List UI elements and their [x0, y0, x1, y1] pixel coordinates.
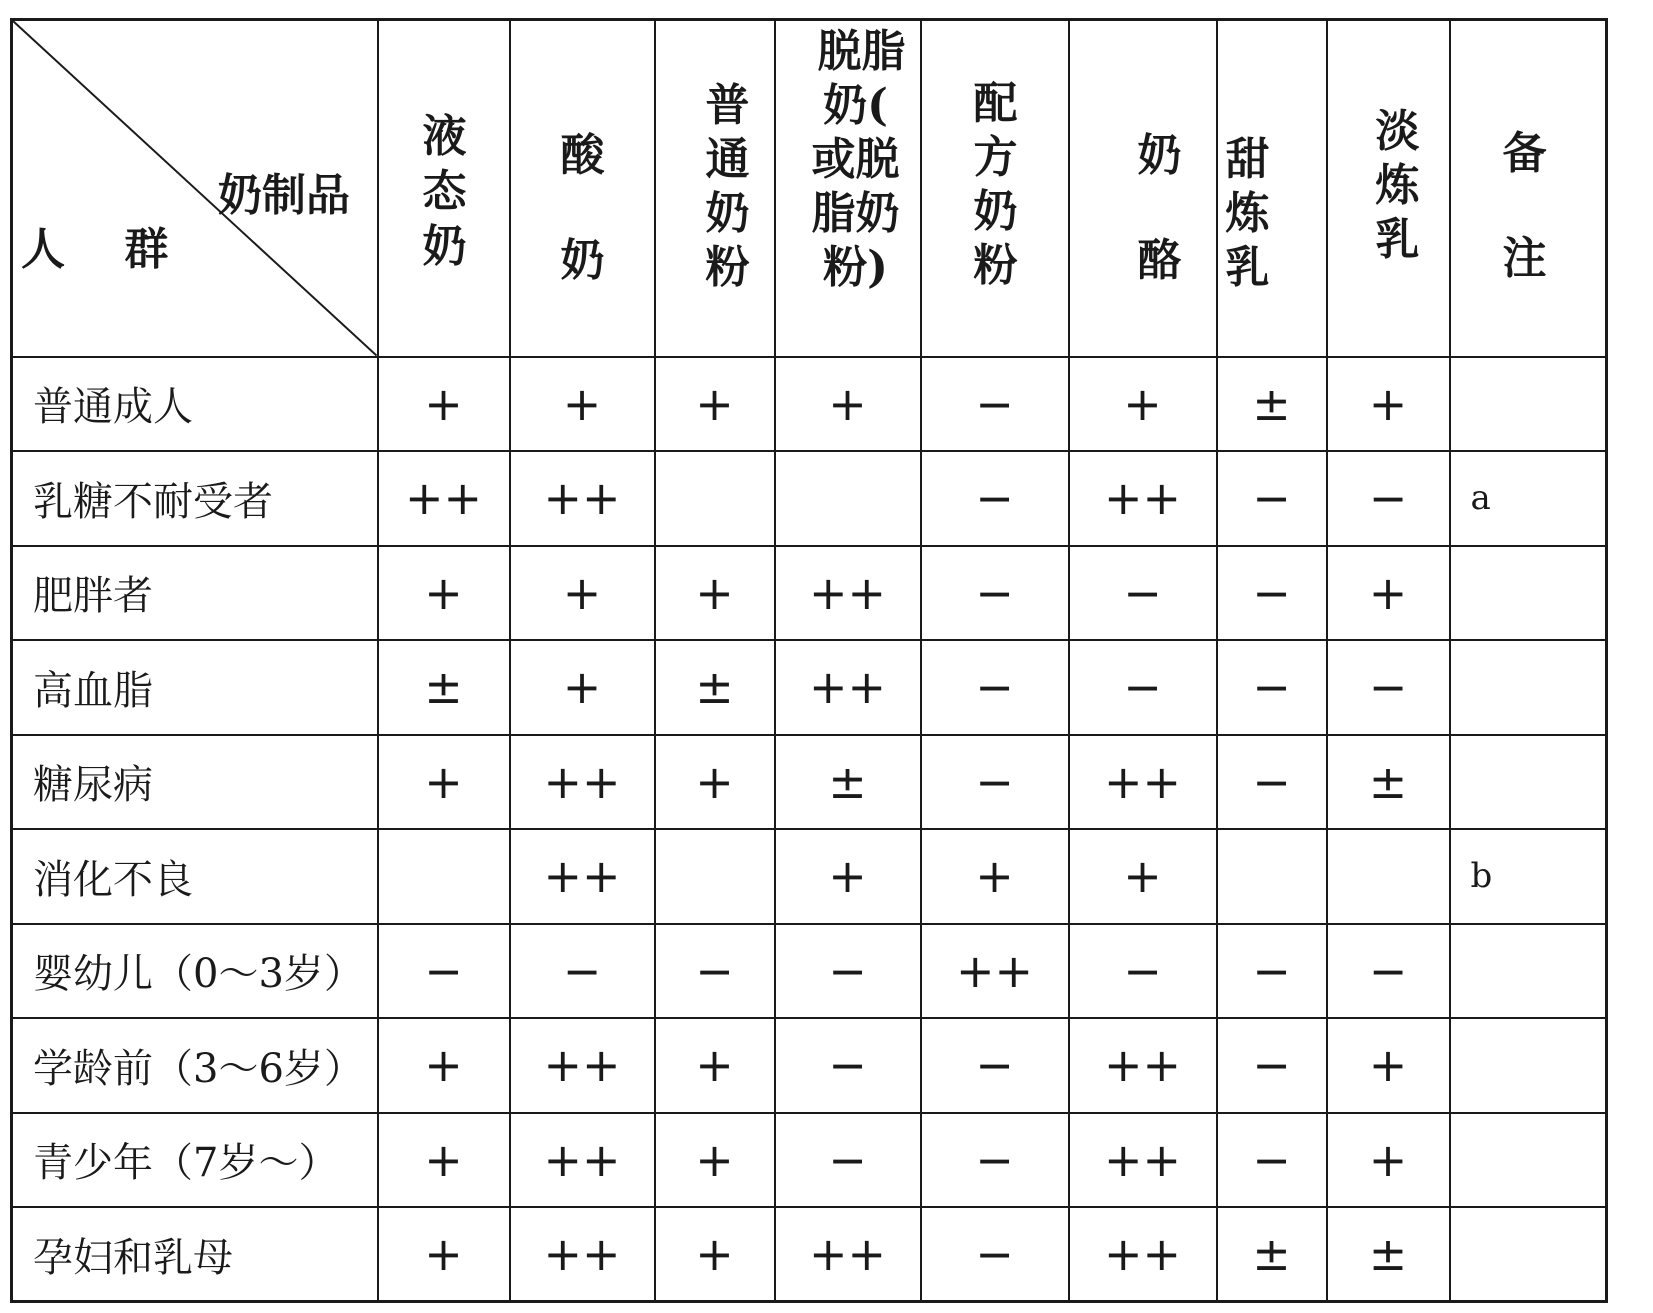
rating-cell-yogurt: + — [510, 357, 655, 452]
rating-cell-sweetened-condensed: − — [1217, 1113, 1327, 1208]
rating-cell-evaporated-milk: + — [1327, 546, 1450, 641]
table-row — [12, 640, 1607, 735]
rating-cell-cheese: ++ — [1069, 1207, 1217, 1302]
table-row — [12, 546, 1607, 641]
remark-cell — [1450, 735, 1607, 830]
rating-cell-evaporated-milk: + — [1327, 1018, 1450, 1113]
rating-cell-formula-powder: − — [921, 735, 1069, 830]
remark-cell — [1450, 1113, 1607, 1208]
rating-cell-cheese: − — [1069, 546, 1217, 641]
population-group-cell: 青少年（7岁～） — [12, 1113, 378, 1208]
rating-cell-milk-powder: + — [655, 546, 775, 641]
population-group-cell: 糖尿病 — [12, 735, 378, 830]
table-row — [12, 1113, 1607, 1208]
rating-cell-evaporated-milk: + — [1327, 357, 1450, 452]
rating-cell-cheese: + — [1069, 829, 1217, 924]
table-body — [12, 357, 1607, 1302]
remark-cell: a — [1450, 451, 1607, 546]
rating-cell-yogurt: ++ — [510, 451, 655, 546]
remark-cell — [1450, 640, 1607, 735]
rating-cell-sweetened-condensed: − — [1217, 735, 1327, 830]
rating-cell-milk-powder — [655, 829, 775, 924]
table-row — [12, 735, 1607, 830]
rating-cell-evaporated-milk: ± — [1327, 735, 1450, 830]
rating-cell-skim-milk-powder: − — [775, 1113, 921, 1208]
remark-cell — [1450, 546, 1607, 641]
corner-column-label: 奶制品 — [218, 170, 350, 221]
table-row — [12, 924, 1607, 1019]
rating-cell-skim-milk-powder: − — [775, 924, 921, 1019]
population-group-cell: 消化不良 — [12, 829, 378, 924]
remark-cell — [1450, 924, 1607, 1019]
rating-cell-skim-milk-powder — [775, 451, 921, 546]
header-milk-powder-label: 普 通 奶 粉 — [705, 80, 750, 293]
rating-cell-liquid-milk — [378, 829, 510, 924]
rating-cell-milk-powder — [655, 451, 775, 546]
rating-cell-evaporated-milk — [1327, 829, 1450, 924]
rating-cell-liquid-milk: + — [378, 1207, 510, 1302]
rating-cell-skim-milk-powder: + — [775, 357, 921, 452]
rating-cell-milk-powder: + — [655, 1018, 775, 1113]
rating-cell-milk-powder: + — [655, 357, 775, 452]
rating-cell-sweetened-condensed — [1217, 829, 1327, 924]
population-group-cell: 肥胖者 — [12, 546, 378, 641]
population-group-cell: 孕妇和乳母 — [12, 1207, 378, 1302]
corner-header-cell — [12, 20, 378, 357]
rating-cell-yogurt: + — [510, 640, 655, 735]
rating-cell-skim-milk-powder: ± — [775, 735, 921, 830]
rating-cell-cheese: ++ — [1069, 1113, 1217, 1208]
rating-cell-formula-powder: − — [921, 1113, 1069, 1208]
rating-cell-skim-milk-powder: − — [775, 1018, 921, 1113]
rating-cell-yogurt: ++ — [510, 1207, 655, 1302]
rating-cell-cheese: ++ — [1069, 451, 1217, 546]
header-evaporated-milk — [1327, 20, 1450, 357]
rating-cell-milk-powder: + — [655, 735, 775, 830]
table-row — [12, 451, 1607, 546]
remark-cell: b — [1450, 829, 1607, 924]
dairy-recommendation-table — [10, 18, 1608, 1303]
rating-cell-milk-powder: + — [655, 1207, 775, 1302]
rating-cell-skim-milk-powder: ++ — [775, 546, 921, 641]
population-group-cell: 学龄前（3～6岁） — [12, 1018, 378, 1113]
rating-cell-skim-milk-powder: + — [775, 829, 921, 924]
rating-cell-liquid-milk: + — [378, 546, 510, 641]
header-evaporated-milk-label: 淡 炼 乳 — [1375, 106, 1420, 265]
rating-cell-yogurt: ++ — [510, 829, 655, 924]
header-remarks-label: 备 注 — [1502, 128, 1547, 284]
rating-cell-liquid-milk: + — [378, 735, 510, 830]
rating-cell-cheese: + — [1069, 357, 1217, 452]
rating-cell-yogurt: ++ — [510, 1018, 655, 1113]
rating-cell-yogurt: + — [510, 546, 655, 641]
rating-cell-formula-powder: − — [921, 640, 1069, 735]
table-row — [12, 1018, 1607, 1113]
population-group-cell: 乳糖不耐受者 — [12, 451, 378, 546]
table-row — [12, 357, 1607, 452]
header-milk-powder — [655, 20, 775, 357]
rating-cell-formula-powder: − — [921, 357, 1069, 452]
header-row — [12, 20, 1607, 357]
header-sweetened-condensed — [1217, 20, 1327, 357]
header-yogurt — [510, 20, 655, 357]
rating-cell-sweetened-condensed: − — [1217, 640, 1327, 735]
rating-cell-milk-powder: − — [655, 924, 775, 1019]
rating-cell-formula-powder: ++ — [921, 924, 1069, 1019]
population-group-cell: 婴幼儿（0～3岁） — [12, 924, 378, 1019]
rating-cell-cheese: − — [1069, 924, 1217, 1019]
rating-cell-evaporated-milk: − — [1327, 451, 1450, 546]
table-row — [12, 829, 1607, 924]
remark-cell — [1450, 1018, 1607, 1113]
rating-cell-liquid-milk: ++ — [378, 451, 510, 546]
rating-cell-skim-milk-powder: ++ — [775, 640, 921, 735]
rating-cell-formula-powder: − — [921, 1018, 1069, 1113]
header-sweetened-condensed-label: 甜 炼 乳 — [1225, 134, 1270, 293]
rating-cell-sweetened-condensed: − — [1217, 1018, 1327, 1113]
rating-cell-sweetened-condensed: ± — [1217, 1207, 1327, 1302]
rating-cell-skim-milk-powder: ++ — [775, 1207, 921, 1302]
population-group-cell: 高血脂 — [12, 640, 378, 735]
rating-cell-evaporated-milk: − — [1327, 924, 1450, 1019]
header-skim-milk-powder — [775, 20, 921, 357]
rating-cell-sweetened-condensed: − — [1217, 546, 1327, 641]
rating-cell-yogurt: ++ — [510, 735, 655, 830]
rating-cell-milk-powder: + — [655, 1113, 775, 1208]
rating-cell-liquid-milk: − — [378, 924, 510, 1019]
rating-cell-formula-powder: − — [921, 451, 1069, 546]
population-group-cell: 普通成人 — [12, 357, 378, 452]
rating-cell-yogurt: ++ — [510, 1113, 655, 1208]
corner-row-label: 人 群 — [21, 224, 191, 275]
header-skim-milk-powder-label: 脱脂 奶( 或脱 脂奶 粉) — [811, 26, 906, 293]
rating-cell-cheese: − — [1069, 640, 1217, 735]
rating-cell-cheese: ++ — [1069, 735, 1217, 830]
header-remarks — [1450, 20, 1607, 357]
rating-cell-sweetened-condensed: − — [1217, 451, 1327, 546]
rating-cell-liquid-milk: + — [378, 1018, 510, 1113]
rating-cell-evaporated-milk: + — [1327, 1113, 1450, 1208]
header-formula-powder — [921, 20, 1069, 357]
header-formula-powder-label: 配 方 奶 粉 — [973, 78, 1018, 291]
header-liquid-milk-label: 液 态 奶 — [422, 111, 467, 272]
rating-cell-yogurt: − — [510, 924, 655, 1019]
header-yogurt-label: 酸 奶 — [560, 130, 605, 286]
remark-cell — [1450, 1207, 1607, 1302]
header-liquid-milk — [378, 20, 510, 357]
rating-cell-evaporated-milk: − — [1327, 640, 1450, 735]
header-cheese-label: 奶 酪 — [1137, 130, 1182, 286]
rating-cell-liquid-milk: + — [378, 357, 510, 452]
header-cheese — [1069, 20, 1217, 357]
remark-cell — [1450, 357, 1607, 452]
rating-cell-sweetened-condensed: ± — [1217, 357, 1327, 452]
rating-cell-sweetened-condensed: − — [1217, 924, 1327, 1019]
rating-cell-formula-powder: − — [921, 1207, 1069, 1302]
rating-cell-liquid-milk: ± — [378, 640, 510, 735]
table-row — [12, 1207, 1607, 1302]
rating-cell-formula-powder: + — [921, 829, 1069, 924]
rating-cell-evaporated-milk: ± — [1327, 1207, 1450, 1302]
rating-cell-cheese: ++ — [1069, 1018, 1217, 1113]
rating-cell-formula-powder: − — [921, 546, 1069, 641]
rating-cell-milk-powder: ± — [655, 640, 775, 735]
rating-cell-liquid-milk: + — [378, 1113, 510, 1208]
